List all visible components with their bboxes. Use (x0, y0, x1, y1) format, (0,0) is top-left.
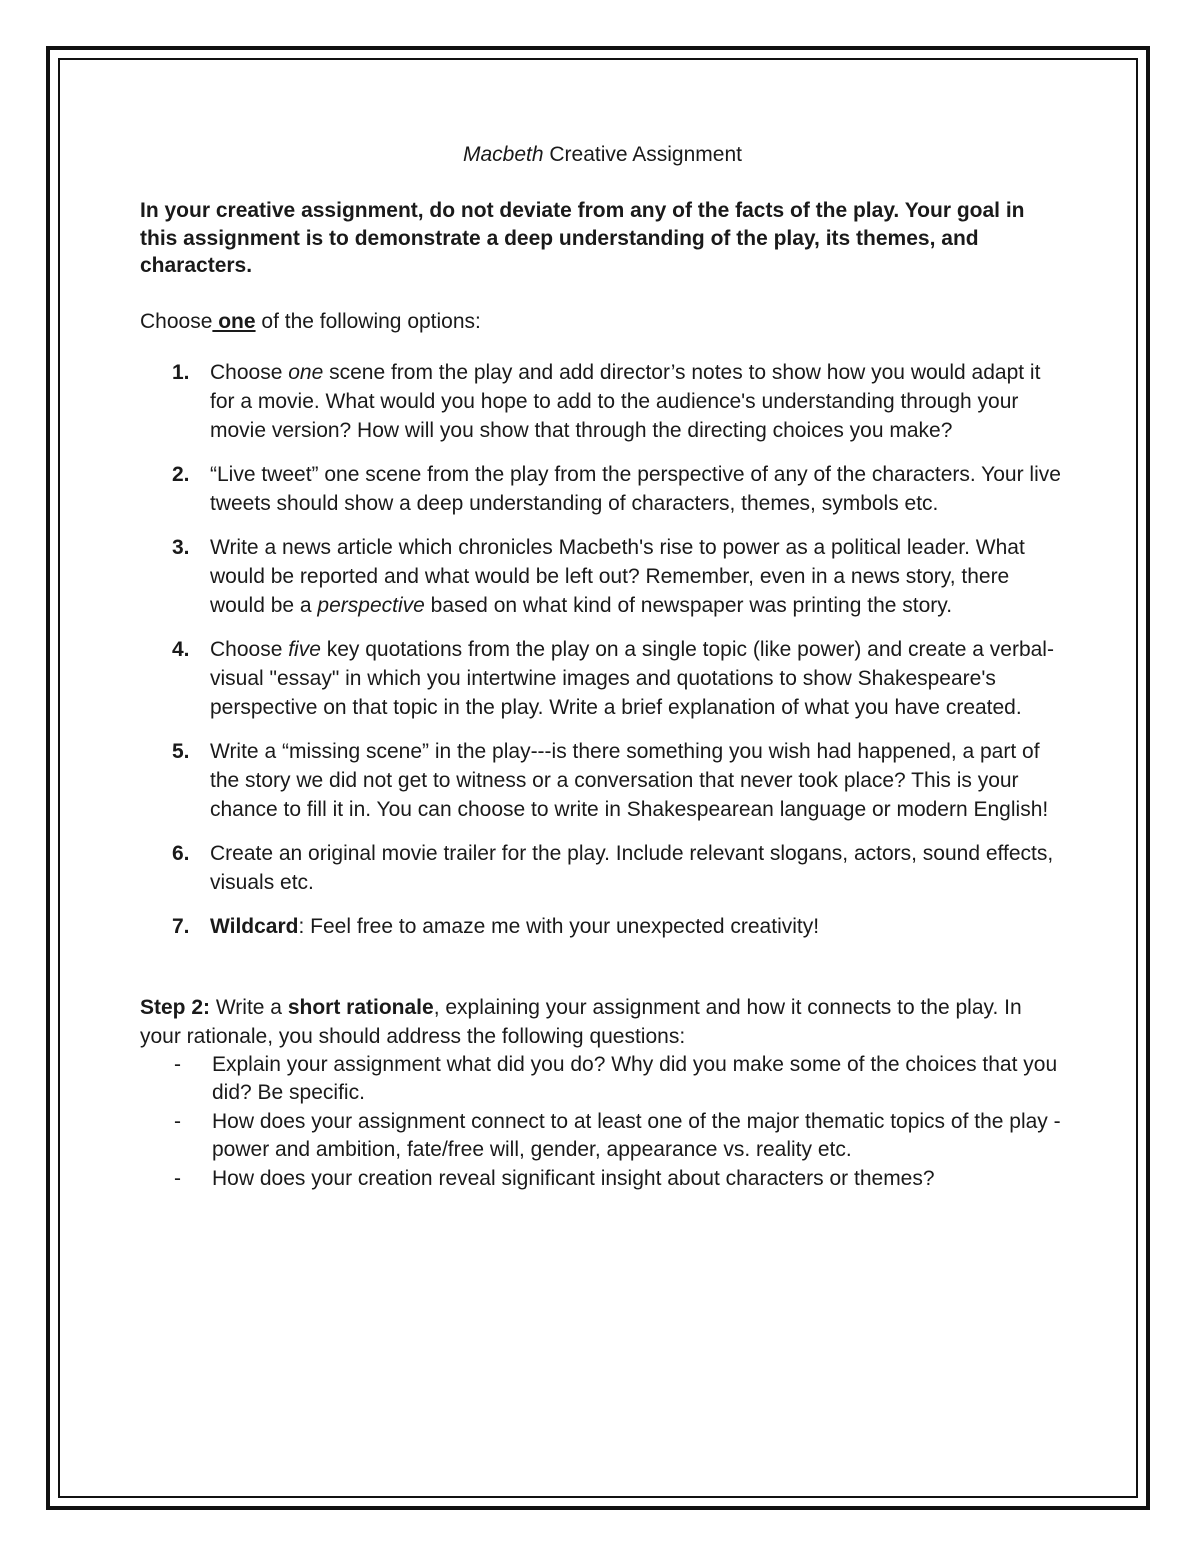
options-list (140, 358, 1065, 941)
option-emphasis: five (288, 637, 321, 661)
option-number: 4. (172, 637, 190, 661)
dash-bullet: - (174, 1166, 181, 1190)
option-number: 6. (172, 841, 190, 865)
question-item (140, 1051, 1065, 1108)
question-text: Explain your assignment what did you do? Why did you make some of the choices that you did? Be specific. (212, 1052, 1058, 1104)
option-bold: Wildcard (210, 914, 299, 938)
step2-text: , explaining your assignment and how it connects to the play. In your rationale, you should address the following questions: (140, 995, 1022, 1048)
option-text: scene from the play and add director’s notes to show how you would adapt it for a movie. What would you hope to add to the audience's understanding through your movie version? How will you show that through the directing choices you make? (210, 360, 1041, 442)
question-text: How does your creation reveal significant insight about characters or themes? (212, 1166, 935, 1190)
page-title (140, 140, 1065, 169)
intro-paragraph: In your creative assignment, do not deviate from any of the facts of the play. Your goal in this assignment is to demonstrate a deep understanding of the play, its themes, and characters. (140, 199, 1025, 277)
step2-text: Write a (210, 995, 288, 1019)
choose-instruction (140, 307, 1065, 336)
step2-bold: short rationale (287, 995, 434, 1019)
option-item (140, 460, 1065, 518)
choose-emphasis: one (212, 309, 256, 333)
option-emphasis: perspective (317, 593, 425, 617)
step2-label: Step 2: (140, 995, 211, 1019)
option-text: Choose (210, 637, 289, 661)
document-body (140, 140, 1065, 1193)
option-number: 7. (172, 914, 190, 938)
option-text: Choose (210, 360, 289, 384)
option-text: Write a “missing scene” in the play---is there something you wish had happened, a part of the story we did not get to witness or a conversation that never took place? This is your chance to fill it in. You can choose to write in Shakespearean language or modern English! (210, 739, 1049, 821)
option-item (140, 358, 1065, 445)
option-text: Write a news article which chronicles Macbeth's rise to power as a political leader. What would be reported and what would be left out? Remember, even in a news story, there would be a (210, 535, 1025, 617)
question-text: How does your assignment connect to at least one of the major thematic topics of the play - power and ambition, fate/free will, gender, appearance vs. reality etc. (212, 1109, 1061, 1161)
option-text: “Live tweet” one scene from the play from the perspective of any of the characters. Your live tweets should show a deep understanding of characters, themes, symbols etc. (210, 462, 1061, 515)
choose-before: Choose (140, 309, 213, 333)
option-text: based on what kind of newspaper was printing the story. (424, 593, 953, 617)
option-item (140, 635, 1065, 722)
dash-bullet: - (174, 1109, 181, 1133)
option-number: 2. (172, 462, 190, 486)
option-text: key quotations from the play on a single topic (like power) and create a verbal-visual "essay" in which you intertwine images and quotations to show Shakespeare's perspective on that topic in the play. Write a brief explanation of what you have created. (210, 637, 1054, 719)
question-item (140, 1165, 1065, 1194)
title-rest: Creative Assignment (543, 143, 742, 166)
option-item (140, 533, 1065, 620)
option-item (140, 839, 1065, 897)
step2-paragraph (140, 993, 1065, 1051)
rationale-questions (140, 1051, 1065, 1194)
option-number: 1. (172, 360, 190, 384)
option-text: : Feel free to amaze me with your unexpected creativity! (298, 914, 820, 938)
option-item (140, 737, 1065, 824)
dash-bullet: - (174, 1052, 181, 1076)
question-item (140, 1108, 1065, 1165)
choose-after: of the following options: (255, 309, 481, 333)
option-emphasis: one (288, 360, 324, 384)
title-italic: Macbeth (463, 143, 544, 166)
option-text: Create an original movie trailer for the play. Include relevant slogans, actors, sound effects, visuals etc. (210, 841, 1054, 894)
option-number: 3. (172, 535, 190, 559)
option-number: 5. (172, 739, 190, 763)
option-item (140, 912, 1065, 941)
